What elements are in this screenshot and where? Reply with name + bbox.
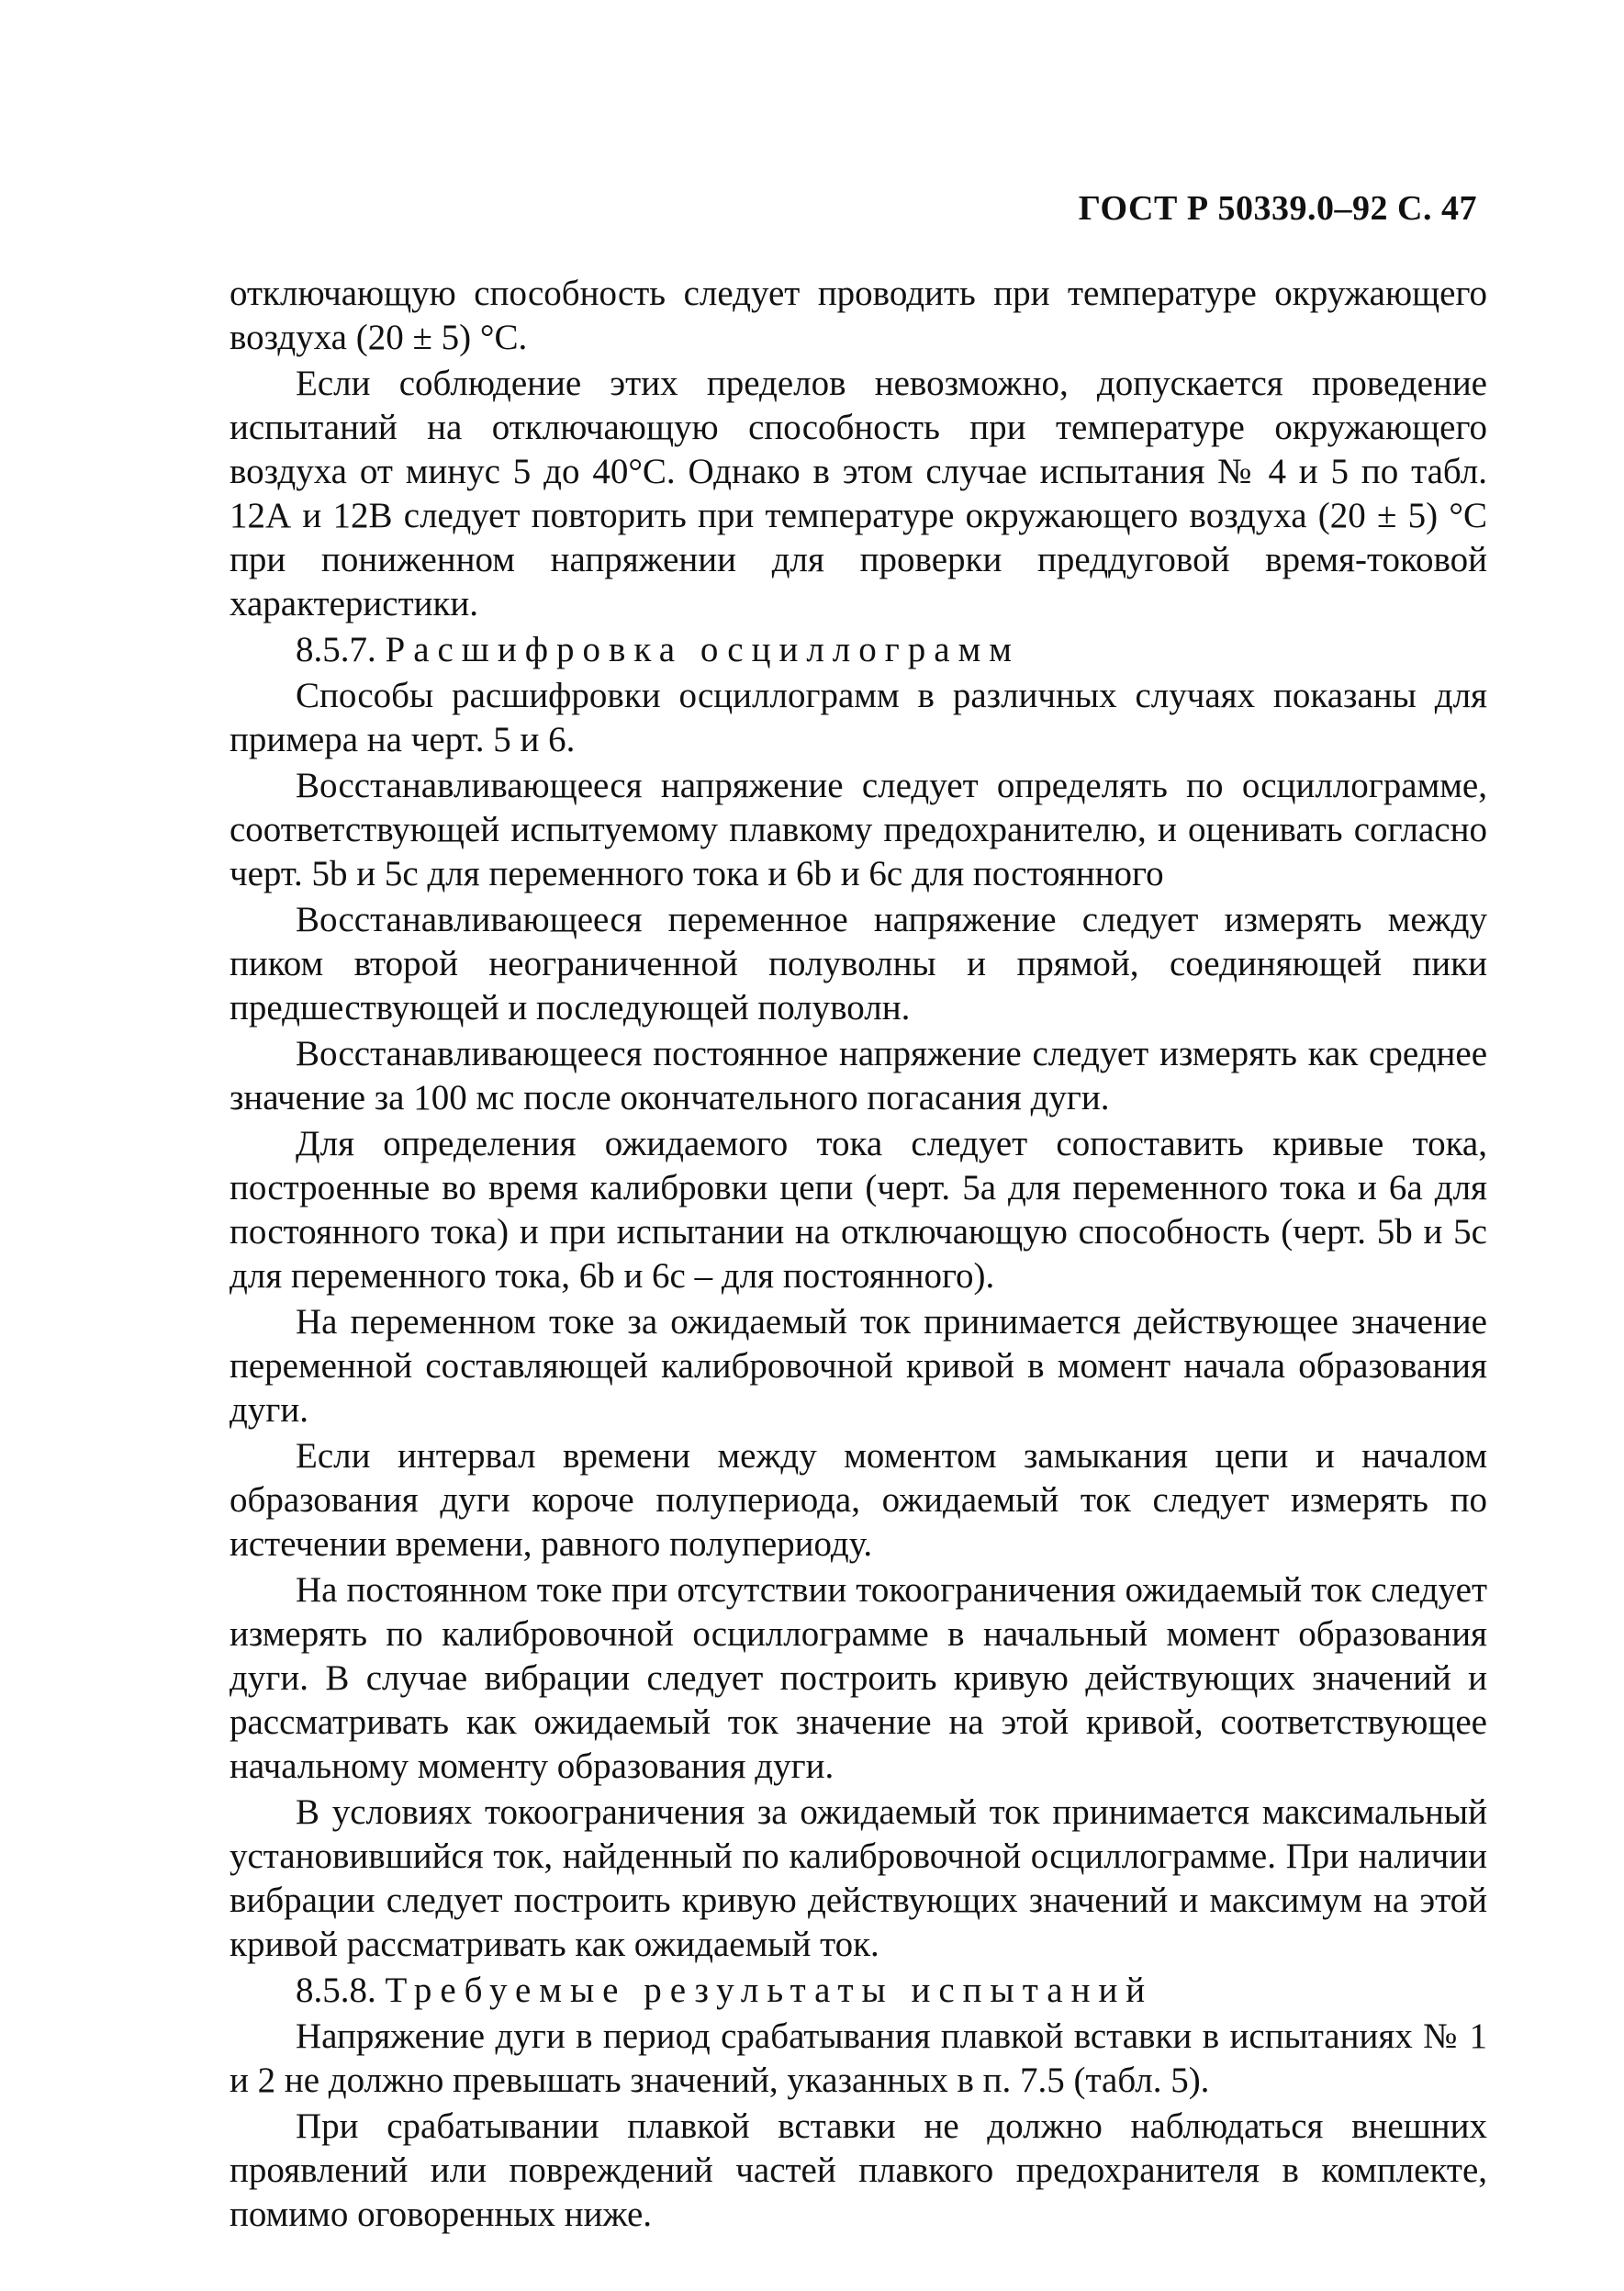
section-heading-8-5-8: [230, 1969, 1487, 2013]
section-number: 8.5.7.: [296, 630, 376, 669]
section-number: 8.5.8.: [296, 1971, 376, 2010]
paragraph: Если интервал времени между моментом замыкания цепи и началом образования дуги короче полупериода, ожидаемый ток следует измерять по истечении времени, равного полупериоду.: [230, 1436, 1487, 1564]
paragraph: отключающую способность следует проводить при температуре окружающего воздуха (20 ± 5) °С.: [230, 274, 1487, 357]
paragraph: Напряжение дуги в период срабатывания плавкой вставки в испытаниях № 1 и 2 не должно превышать значений, указанных в п. 7.5 (табл. 5).: [230, 2016, 1487, 2100]
section-heading-8-5-7: [230, 628, 1487, 672]
paragraph: Восстанавливающееся напряжение следует определять по осциллограмме, соответствующей испытуемому плавкому предохранителю, и оценивать согласно черт. 5b и 5c для переменного тока и 6b и 6c для постоянного: [230, 766, 1487, 893]
paragraph: При срабатывании плавкой вставки не должно наблюдаться внешних проявлений или повреждений частей плавкого предохранителя в комплекте, помимо оговоренных ниже.: [230, 2106, 1487, 2234]
paragraph: Восстанавливающееся постоянное напряжение следует измерять как среднее значение за 100 мс после окончательного погасания дуги.: [230, 1034, 1487, 1117]
paragraph: Восстанавливающееся переменное напряжение следует измерять между пиком второй неограниченной полуволны и прямой, соединяющей пики предшествующей и последующей полуволн.: [230, 900, 1487, 1028]
page-body: [230, 272, 1487, 2239]
section-title: Требуемые результаты испытаний: [385, 1971, 1154, 2010]
paragraph: Способы расшифровки осциллограмм в различных случаях показаны для примера на черт. 5 и 6.: [230, 676, 1487, 759]
paragraph: Если соблюдение этих пределов невозможно, допускается проведение испытаний на отключающую способность при температуре окружающего воздуха от минус 5 до 40°С. Однако в этом случае испытания № 4 и 5 по табл. 12А и 12В следует повторить при температуре окружающего воздуха (20 ± 5) °С при пониженном напряжении для проверки преддуговой время-токовой характеристики.: [230, 364, 1487, 623]
paragraph: Для определения ожидаемого тока следует сопоставить кривые тока, построенные во время калибровки цепи (черт. 5а для переменного тока и 6а для постоянного тока) и при испытании на отключающую способность (черт. 5b и 5c для переменного тока, 6b и 6c – для постоянного).: [230, 1124, 1487, 1296]
paragraph: На постоянном токе при отсутствии токоограничения ожидаемый ток следует измерять по калибровочной осциллограмме в начальный момент образования дуги. В случае вибрации следует построить кривую действующих значений и рассматривать как ожидаемый ток значение на этой кривой, соответствующее начальному моменту образования дуги.: [230, 1570, 1487, 1786]
section-title: Расшифровка осциллограмм: [385, 630, 1020, 669]
paragraph: На переменном токе за ожидаемый ток принимается действующее значение переменной составляющей калибровочной кривой в момент начала образования дуги.: [230, 1302, 1487, 1430]
running-header: ГОСТ Р 50339.0–92 С. 47: [1078, 189, 1477, 228]
paragraph: В условиях токоограничения за ожидаемый ток принимается максимальный установившийся ток, найденный по калибровочной осциллограмме. При наличии вибрации следует построить кривую действующих значений и максимум на этой кривой рассматривать как ожидаемый ток.: [230, 1792, 1487, 1964]
